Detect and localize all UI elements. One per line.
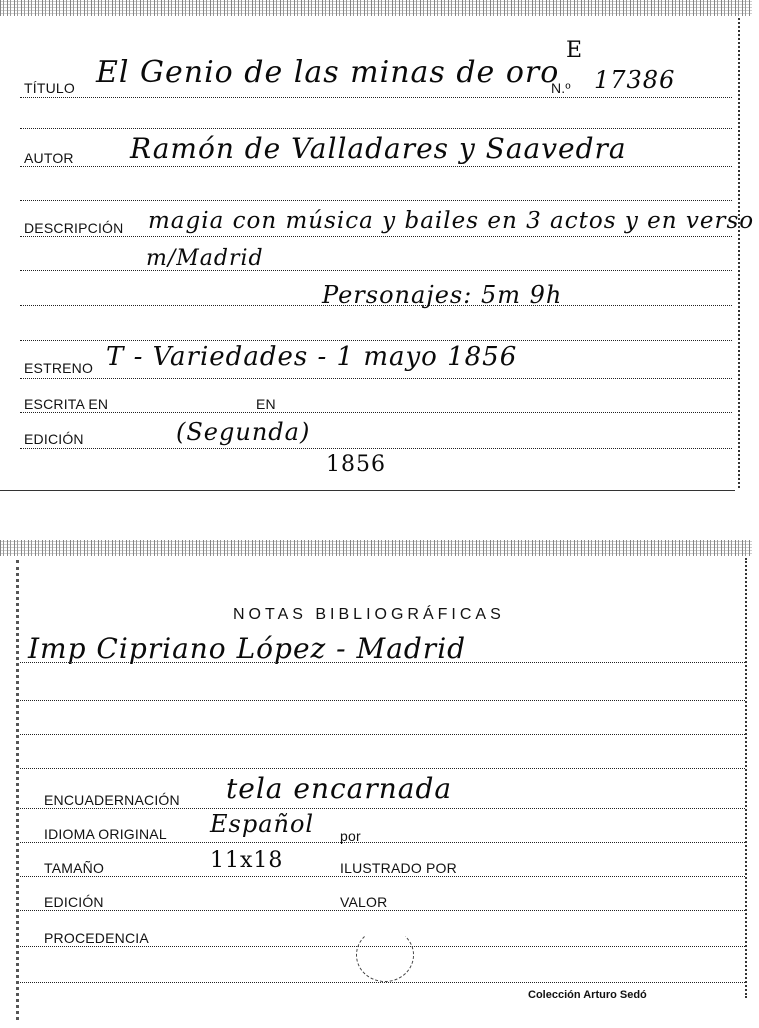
tamano-label: TAMAÑO (44, 860, 105, 876)
blank-rule (20, 734, 745, 735)
edicion-year: 1856 (326, 452, 386, 477)
edicion-back-label: EDICIÓN (44, 894, 104, 910)
tamano-rule (20, 876, 745, 877)
stamp-mark (356, 928, 414, 982)
blank-rule (20, 270, 732, 271)
idioma-label: IDIOMA ORIGINAL (44, 826, 167, 842)
edicion-label: EDICIÓN (24, 431, 84, 447)
notas-value: Imp Cipriano López - Madrid (28, 632, 467, 665)
encuadernacion-rule (20, 808, 745, 809)
titulo-value: El Genio de las minas de oro (96, 55, 560, 90)
card-right-edge (738, 18, 740, 488)
personajes-value: Personajes: 5m 9h (322, 281, 563, 309)
procedencia-label: PROCEDENCIA (44, 930, 149, 946)
blank-rule (20, 340, 732, 341)
encuadernacion-label: ENCUADERNACIÓN (44, 792, 180, 808)
estreno-rule (20, 378, 732, 379)
idioma-rule (20, 842, 745, 843)
catalog-card-back (0, 540, 752, 1028)
blank-rule (20, 768, 745, 769)
blank-rule (20, 305, 732, 306)
autor-rule (20, 166, 732, 167)
titulo-label: TÍTULO (24, 80, 75, 96)
ilustrado-label: ILUSTRADO POR (340, 860, 457, 876)
catalog-card-front (0, 0, 755, 495)
numero-value: 17386 (594, 66, 676, 94)
encuadernacion-value: tela encarnada (226, 772, 453, 805)
numero-mark: E (566, 38, 584, 63)
notas-heading: NOTAS BIBLIOGRÁFICAS (233, 606, 505, 623)
card-top-edge (0, 0, 752, 16)
estreno-label: ESTRENO (24, 360, 94, 376)
valor-label: VALOR (340, 894, 388, 910)
edicion-rule (20, 448, 732, 449)
idioma-value: Español (210, 810, 315, 838)
por-label: por (340, 828, 361, 844)
autor-value: Ramón de Valladares y Saavedra (130, 132, 627, 165)
tamano-value: 11x18 (210, 848, 284, 873)
escrita-en-label: ESCRITA EN (24, 396, 109, 412)
blank-rule (20, 982, 745, 983)
edicion-value: (Segunda) (176, 418, 311, 446)
notas-rule (20, 662, 745, 663)
card-left-edge (16, 560, 19, 1020)
descripcion-value: magia con música y bailes en 3 actos y en verso (148, 208, 755, 234)
blank-rule (20, 200, 732, 201)
escrita-rule (20, 412, 732, 413)
descripcion-rule (20, 236, 732, 237)
en-label: EN (256, 396, 276, 412)
card-right-edge (745, 558, 747, 998)
blank-rule (20, 700, 745, 701)
collection-credit: Colección Arturo Sedó (528, 989, 647, 1001)
card-bottom-edge (0, 490, 735, 491)
edicion-back-rule (20, 910, 745, 911)
numero-label: N.º (551, 80, 571, 96)
card-top-edge (0, 540, 752, 556)
descripcion-value-2: m/Madrid (146, 246, 264, 271)
blank-rule (20, 128, 732, 129)
descripcion-label: DESCRIPCIÓN (24, 220, 124, 236)
titulo-rule (20, 97, 732, 98)
autor-label: AUTOR (24, 150, 74, 166)
estreno-value: T - Variedades - 1 mayo 1856 (106, 342, 518, 372)
